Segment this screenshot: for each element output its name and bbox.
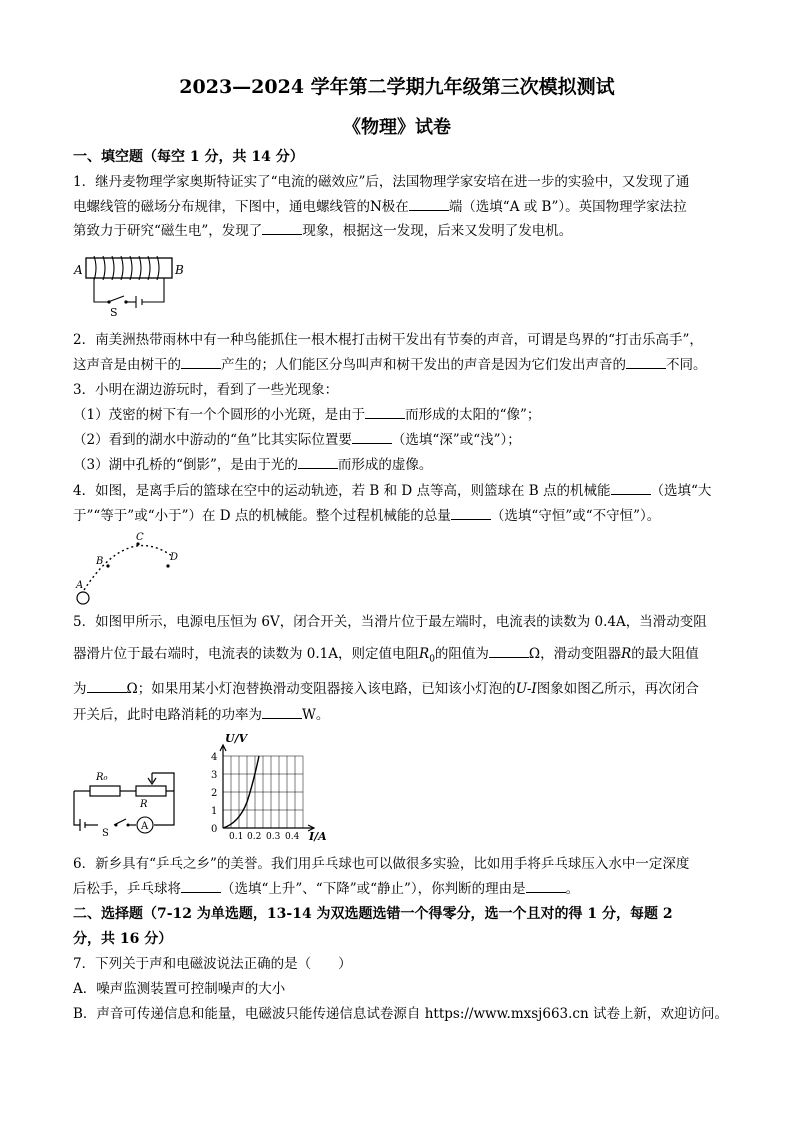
basketball [77, 592, 89, 604]
circuit-figure [70, 765, 180, 837]
section-2-heading-line1: 二、选择题（7-12 为单选题，13-14 为双选题选错一个得零分，选一个且对的得 1 分，每题 2 [73, 906, 673, 922]
q1-line2: 电螺线管的磁场分布规律，下图中，通电螺线管的N极在 端（选填“A 或 B”）。英国物理学家法拉 [73, 199, 687, 215]
q5-blank-3 [262, 706, 302, 719]
q2-line1: 2．南美洲热带雨林中有一种鸟能抓住一根木棍打击树干发出有节奏的声音，可谓是鸟界的“打击乐高手”， [73, 332, 703, 348]
q4-line2: 于”“等于”或“小于”）在 D 点的机械能。整个过程机械能的总量 （选填“守恒”或“不守恒”）。 [73, 508, 661, 524]
q5-blank-1 [489, 645, 529, 658]
y-tick-0: 0 [211, 824, 218, 835]
section-2-heading-line2: 分，共 16 分） [73, 931, 173, 947]
q5-line2: 器滑片位于最右端时，电流表的读数为 0.1A，则定值电阻$R_0$的阻值为 Ω，滑动变阻器R的最大阻值 [73, 646, 699, 665]
x-tick-0.1: 0.1 [229, 832, 244, 842]
q6-blank-1 [181, 880, 221, 893]
r0-label: R₀ [96, 772, 108, 783]
q3-line1: 3．小明在湖边游玩时，看到了一些光现象： [73, 382, 339, 398]
point-b-label: B [96, 556, 104, 567]
x-tick-0.4: 0.4 [285, 832, 300, 842]
q3-line3: （2）看到的湖水中游动的“鱼”比其实际位置要 （选填“深”或“浅”）； [73, 432, 521, 448]
q7-option-b: B．声音可传递信息和能量，电磁波只能传递信息试卷源自 https://www.mxsj663.cn 试卷上新，欢迎访问。 [73, 1006, 728, 1022]
ammeter-label: A [141, 821, 149, 832]
q7-stem: 7．下列关于声和电磁波说法正确的是（ ） [73, 956, 352, 972]
graph-x-label: I/A [309, 830, 327, 843]
q1-blank-1 [409, 198, 449, 211]
basketball-trajectory-figure [72, 528, 192, 608]
q4-line1: 4．如图，是离手后的篮球在空中的运动轨迹，若 B 和 D 点等高，则篮球在 B 点的机械能 （选填“大 [73, 483, 712, 499]
q2-blank-2 [626, 356, 666, 369]
q5-line4: 开关后，此时电路消耗的功率为 W。 [73, 707, 330, 723]
q1-line3: 第致力于研究“磁生电”，发现了 现象，根据这一发现，后来又发明了发电机。 [73, 223, 573, 239]
q2-blank-1 [181, 356, 221, 369]
point-c-label: C [136, 532, 144, 543]
q4-blank-1 [611, 482, 651, 495]
y-tick-4: 4 [211, 752, 218, 763]
q6-line2: 后松手，乒乓球将 （选填“上升”、“下降”或“静止”），你判断的理由是 。 [73, 881, 580, 897]
q3-blank-3 [298, 456, 338, 469]
switch-label: S [102, 828, 109, 837]
y-tick-2: 2 [211, 788, 218, 799]
graph-y-label: U/V [225, 732, 248, 745]
y-tick-3: 3 [211, 770, 218, 781]
q6-blank-2 [526, 880, 566, 893]
x-tick-0.2: 0.2 [247, 832, 262, 842]
q1-line1: 1．继丹麦物理学家奥斯特证实了“电流的磁效应”后，法国物理学家安培在进一步的实验中，又发现了通 [73, 174, 690, 190]
q2-line2: 这声音是由树干的 产生的；人们能区分鸟叫声和树干发出的声音是因为它们发出声音的 不同。 [73, 357, 707, 373]
q5-blank-2 [87, 680, 127, 693]
section-1-heading: 一、填空题（每空 1 分，共 14 分） [73, 149, 304, 165]
q4-blank-2 [451, 507, 491, 520]
q3-blank-1 [365, 406, 405, 419]
point-d-label: D [170, 552, 179, 563]
q3-line2: （1）茂密的树下有一个个圆形的小光斑，是由于 而形成的太阳的“像”； [73, 407, 541, 423]
q1-blank-2 [262, 222, 302, 235]
point-a-label: A [76, 580, 84, 591]
y-tick-1: 1 [211, 806, 218, 817]
q3-blank-2 [352, 431, 392, 444]
q7-option-a: A．噪声监测装置可控制噪声的大小 [73, 981, 286, 997]
x-tick-0.3: 0.3 [266, 832, 281, 842]
q5-line3: 为 Ω；如果用某小灯泡替换滑动变阻器接入该电路，已知该小灯泡的U-I图象如图乙所示，再次闭合 [73, 681, 699, 697]
solenoid-label-a: A [74, 263, 83, 277]
q5-line1: 5．如图甲所示，电源电压恒为 6V，闭合开关，当滑片位于最左端时，电流表的读数为 0.4A，当滑动变阻 [73, 614, 707, 630]
switch-label-s: S [110, 306, 118, 318]
solenoid-figure [72, 250, 192, 318]
solenoid-label-b: B [175, 263, 184, 277]
r-label: R [140, 799, 148, 810]
q6-line1: 6．新乡具有“乒乓之乡”的美誉。我们用乒乓球也可以做很多实验，比如用手将乒乓球压入水中一定深度 [73, 856, 690, 872]
q3-line4: （3）湖中孔桥的“倒影”，是由于光的 而形成的虚像。 [73, 457, 433, 473]
exam-title: 2023—2024 学年第二学期九年级第三次模拟测试 [179, 76, 615, 98]
ui-graph [205, 728, 335, 846]
exam-subtitle: 《物理》试卷 [343, 117, 451, 138]
